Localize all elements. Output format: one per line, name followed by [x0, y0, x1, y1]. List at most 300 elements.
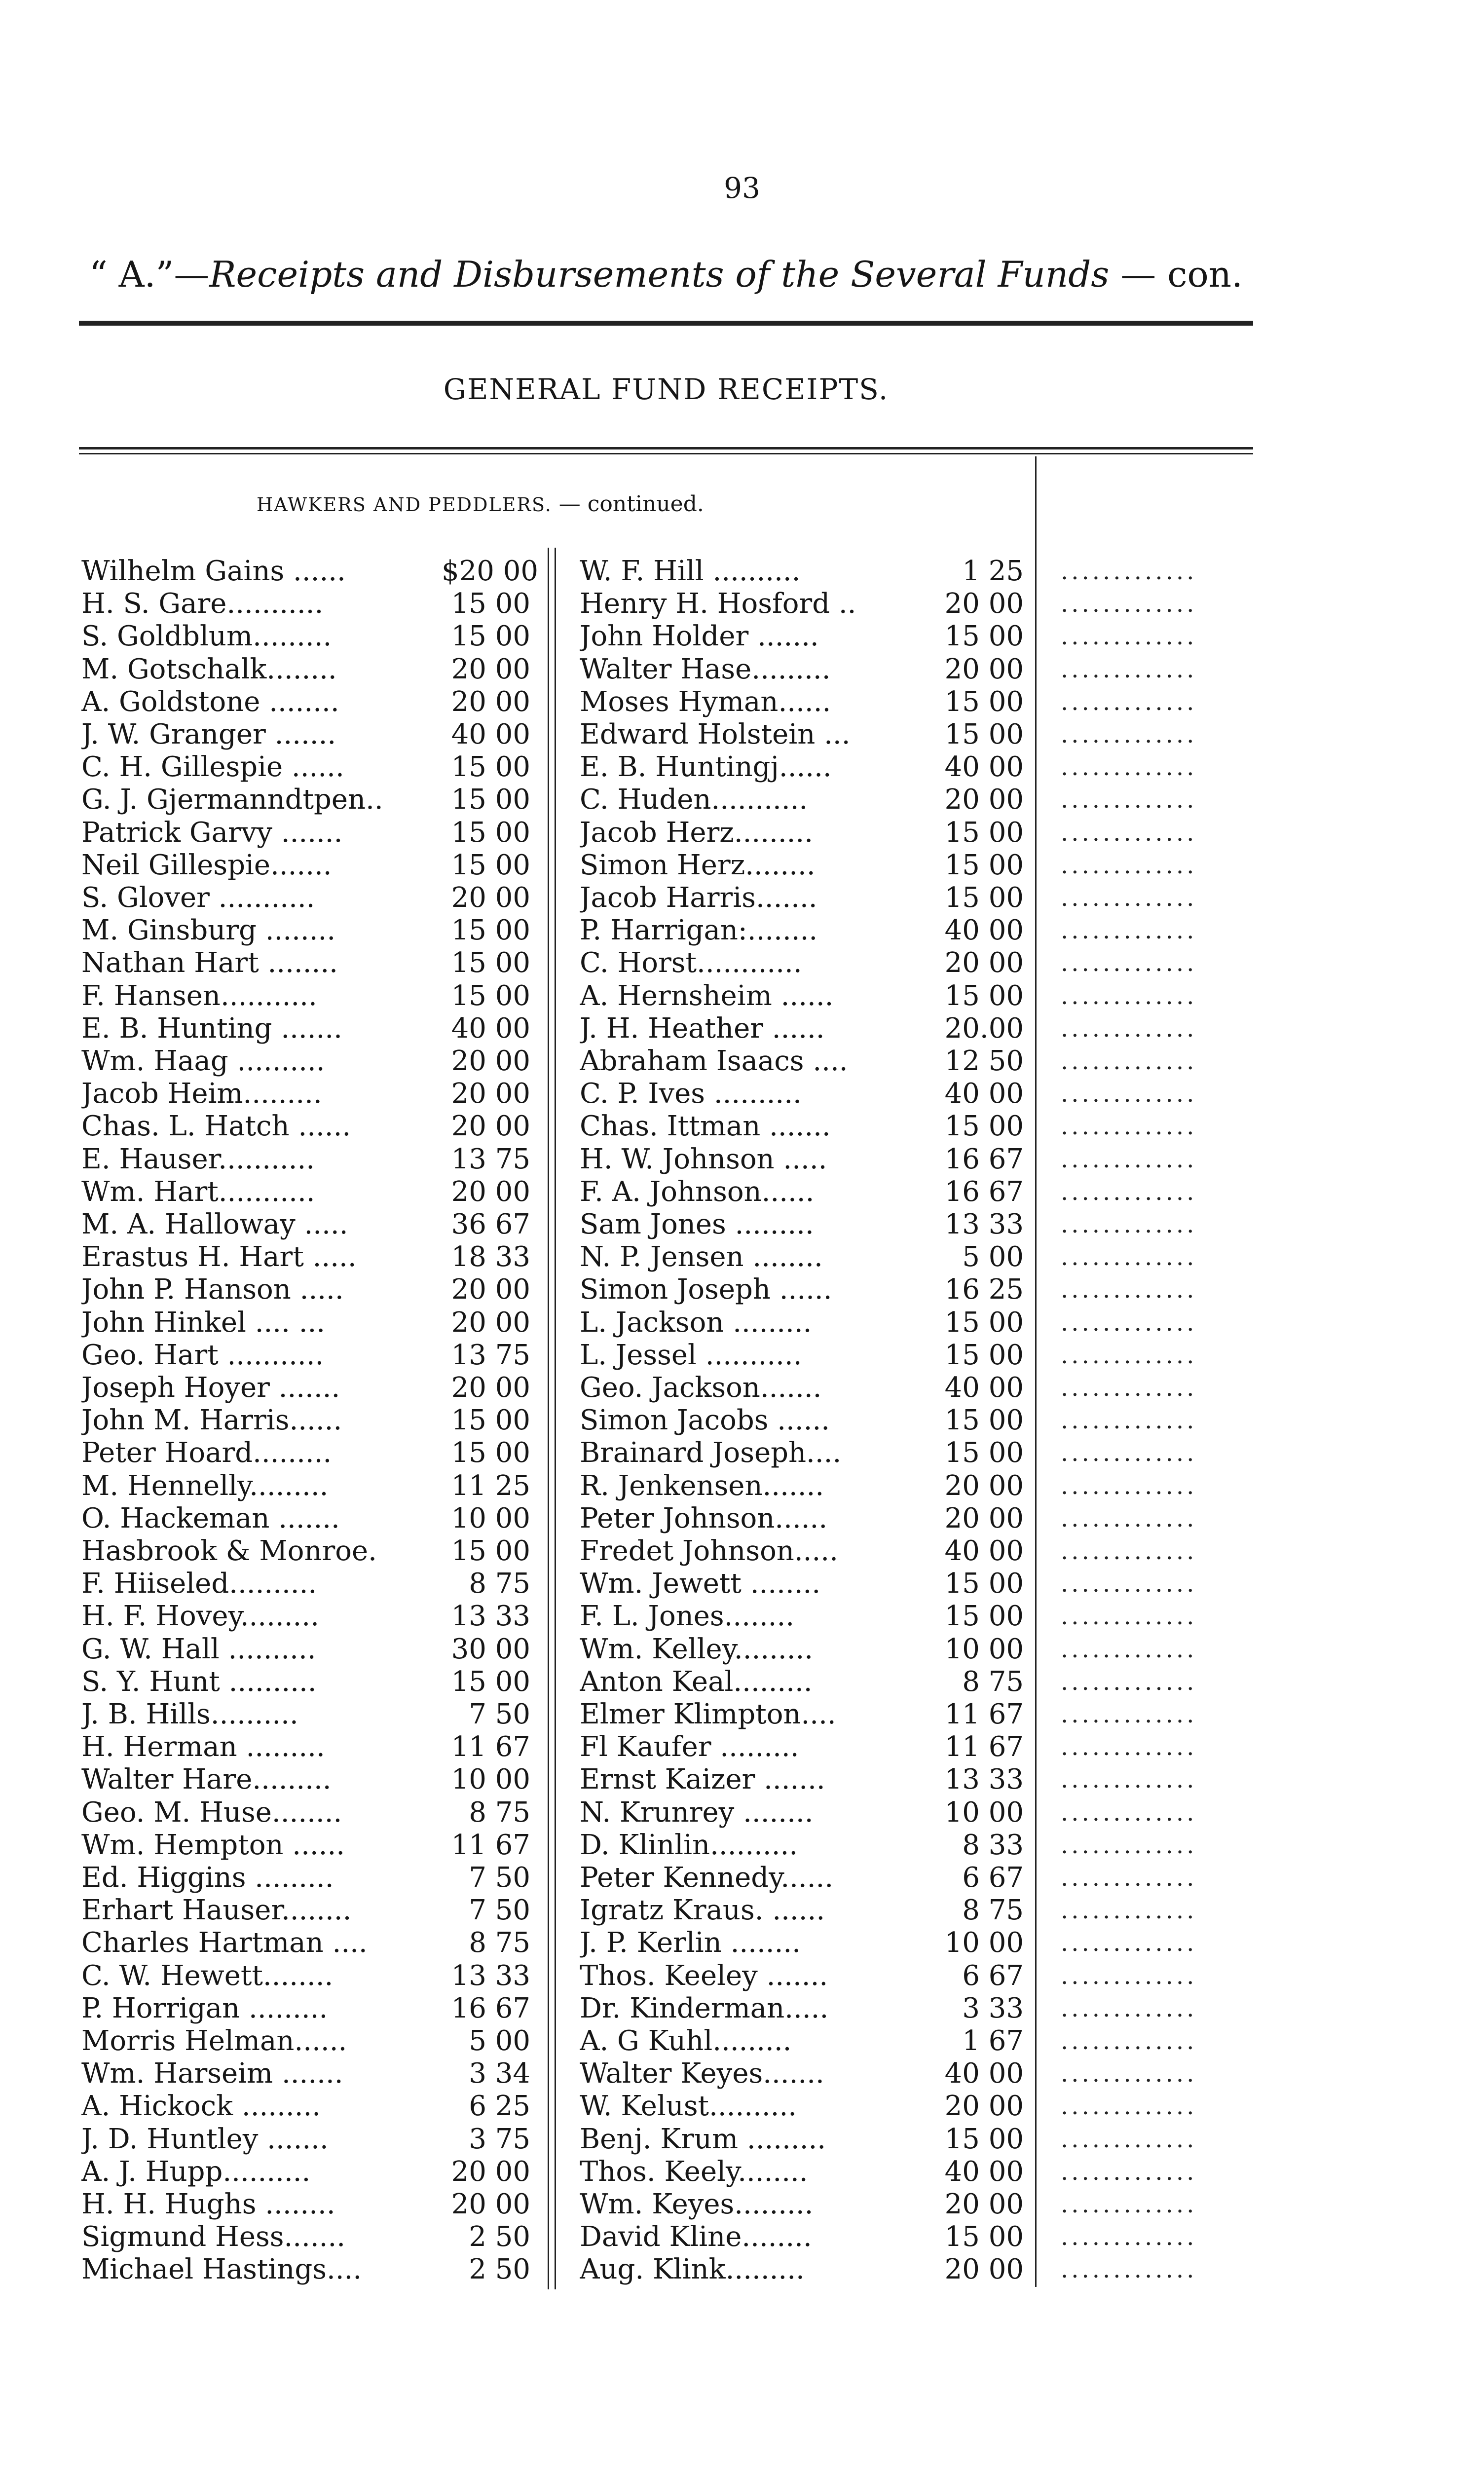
dot-leader: .............: [1061, 1701, 1197, 1728]
table-row: [580, 1829, 1029, 1862]
table-row: [580, 2253, 1029, 2286]
payer-name: Geo. M. Huse........: [81, 1796, 342, 1829]
payer-name: Neil Gillespie.......: [81, 849, 332, 881]
column-divider-left-b: [555, 548, 556, 2289]
table-row: [81, 947, 535, 979]
payment-amount: 40 00: [944, 914, 1024, 946]
payment-amount: 13 75: [451, 1339, 530, 1371]
dot-leader: .............: [1061, 1766, 1197, 1794]
payer-name: H. Herman .........: [81, 1731, 325, 1763]
payer-name: David Kline........: [580, 2221, 812, 2253]
payment-amount: 13 33: [451, 1960, 530, 1992]
table-row: [580, 1110, 1029, 1143]
dot-leader: .............: [1061, 1929, 1197, 1957]
payer-name: Jacob Herz.........: [580, 817, 814, 849]
table-row: [81, 2156, 535, 2188]
table-row: [580, 653, 1029, 686]
payer-name: Fredet Johnson.....: [580, 1535, 838, 1567]
payer-name: Wm. Hempton ......: [81, 1829, 345, 1861]
dot-leader: .............: [1061, 1309, 1197, 1337]
payer-name: Fl Kaufer .........: [580, 1731, 799, 1763]
payment-amount: 11 25: [451, 1470, 530, 1502]
table-row: [580, 1763, 1029, 1796]
payer-name: S. Glover ...........: [81, 882, 315, 914]
subheading-continued: — continued.: [552, 491, 704, 517]
payment-amount: 15 00: [944, 1437, 1024, 1469]
table-row: [81, 2090, 535, 2123]
heading-suffix: — con.: [1109, 254, 1243, 295]
table-row: [580, 2025, 1029, 2057]
payment-amount: 20 00: [944, 2188, 1024, 2220]
payer-name: N. Krunrey ........: [580, 1796, 814, 1829]
table-row: [81, 1763, 535, 1796]
table-row: [81, 1404, 535, 1437]
table-row: [580, 555, 1029, 588]
payer-name: Ed. Higgins .........: [81, 1862, 334, 1894]
dot-leader: .............: [1061, 1015, 1197, 1043]
payer-name: L. Jessel ...........: [580, 1339, 802, 1371]
table-row: [580, 947, 1029, 979]
table-row: [81, 784, 535, 816]
table-row: [580, 1208, 1029, 1241]
heading-rule: [79, 321, 1253, 326]
dot-leader: .............: [1061, 2060, 1197, 2088]
subheading: [257, 493, 704, 515]
table-row: [580, 2057, 1029, 2090]
payment-amount: 20 00: [451, 882, 530, 914]
table-row: [580, 1307, 1029, 1339]
payer-name: Erhart Hauser........: [81, 1894, 352, 1926]
column-divider-right: [1035, 456, 1037, 2287]
payment-amount: 20 00: [451, 1307, 530, 1339]
payment-amount: 15 00: [944, 849, 1024, 881]
table-row: [580, 1078, 1029, 1110]
table-row: [81, 1666, 535, 1698]
dot-leader: .............: [1061, 1146, 1197, 1173]
table-row: [81, 555, 538, 588]
payer-name: Jacob Heim.........: [81, 1078, 322, 1110]
dot-leader: .............: [1061, 917, 1197, 944]
payer-name: Jacob Harris.......: [580, 882, 817, 914]
payer-name: C. W. Hewett........: [81, 1960, 334, 1992]
table-row: [580, 1894, 1029, 1927]
table-row: [81, 1110, 535, 1143]
payer-name: Chas. L. Hatch ......: [81, 1110, 351, 1142]
dot-leader: .............: [1061, 590, 1197, 618]
payer-name: Chas. Ittman .......: [580, 1110, 831, 1142]
table-row: [81, 1568, 535, 1600]
table-row: [580, 1666, 1029, 1698]
table-row: [81, 1992, 535, 2025]
dot-leader: .............: [1061, 2223, 1197, 2251]
payment-amount: 3 34: [469, 2057, 530, 2090]
payer-name: R. Jenkensen.......: [580, 1470, 824, 1502]
dot-leader: .............: [1061, 1537, 1197, 1565]
payer-name: G. W. Hall ..........: [81, 1633, 316, 1665]
dot-leader: .............: [1061, 786, 1197, 814]
payment-amount: 8 75: [469, 1927, 530, 1959]
dot-leader: .............: [1061, 1243, 1197, 1271]
dot-leader: .............: [1061, 982, 1197, 1010]
table-row: [580, 849, 1029, 882]
table-row: [81, 2025, 535, 2057]
table-row: [81, 1894, 535, 1927]
payment-amount: 15 00: [944, 1600, 1024, 1632]
payment-amount: 2 50: [469, 2221, 530, 2253]
dot-leader: .............: [1061, 1636, 1197, 1663]
payment-amount: 3 33: [962, 1992, 1024, 2024]
dot-leader: .............: [1061, 1047, 1197, 1075]
payer-name: C. Horst............: [580, 947, 802, 979]
payer-name: Peter Hoard.........: [81, 1437, 332, 1469]
table-row: [580, 1862, 1029, 1894]
payer-name: P. Harrigan:........: [580, 914, 818, 946]
payer-name: L. Jackson .........: [580, 1307, 812, 1339]
payment-amount: 20 00: [944, 784, 1024, 816]
table-row: [81, 1339, 535, 1372]
table-row: [81, 1731, 535, 1763]
payment-amount: 13 75: [451, 1143, 530, 1175]
payer-name: Walter Hase.........: [580, 653, 831, 685]
table-row: [580, 1339, 1029, 1372]
payer-name: H. H. Hughs ........: [81, 2188, 335, 2220]
payment-amount: 15 00: [944, 1404, 1024, 1436]
payment-amount: 3 75: [469, 2123, 530, 2155]
section-rule-top: [79, 447, 1253, 449]
table-row: [81, 1176, 535, 1208]
table-row: [81, 686, 535, 718]
dot-leader: .............: [1061, 884, 1197, 912]
table-row: [580, 1633, 1029, 1666]
dot-leader: .............: [1061, 1668, 1197, 1696]
payer-name: Edward Holstein ...: [580, 718, 851, 750]
payment-amount: 7 50: [469, 1862, 530, 1894]
payer-name: C. H. Gillespie ......: [81, 751, 344, 783]
payment-amount: 15 00: [451, 1535, 530, 1567]
dot-leader: .............: [1061, 1570, 1197, 1598]
table-row: [81, 1960, 535, 1992]
table-row: [580, 1273, 1029, 1306]
payment-amount: 15 00: [944, 882, 1024, 914]
table-row: [580, 1437, 1029, 1469]
payer-name: John M. Harris......: [81, 1404, 342, 1436]
payment-amount: 20 00: [451, 1045, 530, 1077]
table-row: [81, 1143, 535, 1176]
payment-amount: 15 00: [451, 817, 530, 849]
payer-name: F. Hansen...........: [81, 980, 317, 1012]
payment-amount: 11 67: [944, 1731, 1024, 1763]
payment-amount: 10 00: [451, 1763, 530, 1795]
payment-amount: 40 00: [944, 1372, 1024, 1404]
payer-name: Walter Keyes.......: [580, 2057, 824, 2090]
table-row: [81, 1535, 535, 1568]
payment-amount: 15 00: [944, 1339, 1024, 1371]
payer-name: Ernst Kaizer .......: [580, 1763, 825, 1795]
dot-leader: .............: [1061, 1342, 1197, 1369]
table-row: [81, 1208, 535, 1241]
payment-amount: 6 67: [962, 1960, 1024, 1992]
payment-amount: 15 00: [944, 817, 1024, 849]
payer-name: M. Ginsburg ........: [81, 914, 336, 946]
payer-name: A. Hernsheim ......: [580, 980, 834, 1012]
payer-name: Geo. Hart ...........: [81, 1339, 324, 1371]
payment-amount: 15 00: [944, 2221, 1024, 2253]
payment-amount: 40 00: [944, 2156, 1024, 2188]
payment-amount: 20.00: [944, 1012, 1024, 1045]
table-row: [580, 882, 1029, 914]
payment-amount: 15 00: [451, 849, 530, 881]
payer-name: Simon Joseph ......: [580, 1273, 832, 1306]
payer-name: Joseph Hoyer .......: [81, 1372, 340, 1404]
payment-amount: 1 67: [962, 2025, 1024, 2057]
dot-leader: .............: [1061, 1439, 1197, 1467]
heading-prefix: “ A.”—: [89, 254, 210, 295]
dot-leader: .............: [1061, 2158, 1197, 2186]
table-row: [81, 1437, 535, 1469]
payment-amount: 20 00: [944, 947, 1024, 979]
payer-name: N. P. Jensen ........: [580, 1241, 823, 1273]
table-row: [81, 882, 535, 914]
subheading-category: HAWKERS AND PEDDLERS.: [257, 494, 552, 516]
table-row: [81, 817, 535, 849]
table-row: [81, 751, 535, 784]
payment-amount: 40 00: [944, 1535, 1024, 1567]
payer-name: A. J. Hupp..........: [81, 2156, 311, 2188]
payment-amount: 40 00: [451, 1012, 530, 1045]
payment-amount: 20 00: [944, 1502, 1024, 1534]
payment-amount: 15 00: [944, 718, 1024, 750]
payer-name: Nathan Hart ........: [81, 947, 338, 979]
payment-amount: 10 00: [451, 1502, 530, 1534]
table-row: [81, 718, 535, 751]
payer-name: Hasbrook & Monroe.: [81, 1535, 377, 1567]
payment-amount: 7 50: [469, 1698, 530, 1730]
payment-amount: 40 00: [944, 2057, 1024, 2090]
payment-amount: 40 00: [944, 751, 1024, 783]
payment-amount: 8 75: [962, 1894, 1024, 1926]
payer-name: Wm. Harseim .......: [81, 2057, 343, 2090]
payment-amount: 15 00: [451, 980, 530, 1012]
payer-name: A. G Kuhl.........: [580, 2025, 792, 2057]
table-row: [81, 1372, 535, 1404]
payer-name: C. P. Ives ..........: [580, 1078, 802, 1110]
table-row: [81, 914, 535, 947]
payment-amount: 18 33: [451, 1241, 530, 1273]
payment-amount: 20 00: [451, 1110, 530, 1142]
payer-name: Henry H. Hosford ..: [580, 588, 856, 620]
table-row: [81, 1502, 535, 1535]
payment-amount: 8 75: [962, 1666, 1024, 1698]
payer-name: F. A. Johnson......: [580, 1176, 815, 1208]
payer-name: P. Horrigan .........: [81, 1992, 328, 2024]
payment-amount: 20 00: [944, 2253, 1024, 2285]
payment-amount: 40 00: [451, 718, 530, 750]
payer-name: Peter Johnson......: [580, 1502, 828, 1534]
table-row: [580, 1502, 1029, 1535]
payment-amount: 15 00: [944, 620, 1024, 652]
payment-amount: 16 67: [944, 1143, 1024, 1175]
table-row: [580, 1176, 1029, 1208]
table-row: [81, 1307, 535, 1339]
dot-leader: .............: [1061, 1603, 1197, 1630]
table-row: [580, 2188, 1029, 2221]
payer-name: Thos. Keeley .......: [580, 1960, 828, 1992]
payer-name: M. Hennelly.........: [81, 1470, 329, 1502]
payment-amount: 6 67: [962, 1862, 1024, 1894]
table-row: [81, 1862, 535, 1894]
payer-name: F. L. Jones........: [580, 1600, 795, 1632]
table-row: [81, 1241, 535, 1273]
table-row: [81, 1796, 535, 1829]
dot-leader: .............: [1061, 2093, 1197, 2120]
payer-name: Dr. Kinderman.....: [580, 1992, 829, 2024]
dot-leader: .............: [1061, 1962, 1197, 1990]
table-row: [580, 1600, 1029, 1633]
table-row: [580, 1731, 1029, 1763]
table-row: [580, 784, 1029, 816]
payment-amount: 15 00: [451, 1666, 530, 1698]
payment-amount: 15 00: [944, 2123, 1024, 2155]
table-row: [580, 1960, 1029, 1992]
payer-name: Michael Hastings....: [81, 2253, 362, 2285]
table-row: [81, 2253, 535, 2286]
dot-leader: .............: [1061, 2191, 1197, 2218]
payer-name: Charles Hartman ....: [81, 1927, 368, 1959]
payment-amount: 30 00: [451, 1633, 530, 1665]
payment-amount: 40 00: [944, 1078, 1024, 1110]
payer-name: H. W. Johnson .....: [580, 1143, 827, 1175]
payer-name: E. Hauser...........: [81, 1143, 315, 1175]
page-number: 93: [724, 171, 760, 205]
table-row: [580, 1698, 1029, 1731]
payment-amount: 20 00: [944, 588, 1024, 620]
payer-name: Abraham Isaacs ....: [580, 1045, 848, 1077]
dot-leader: .............: [1061, 623, 1197, 650]
payer-name: S. Y. Hunt ..........: [81, 1666, 317, 1698]
payer-name: W. Kelust..........: [580, 2090, 797, 2122]
payment-amount: 16 67: [451, 1992, 530, 2024]
table-row: [81, 1045, 535, 1078]
payment-amount: 11 67: [451, 1829, 530, 1861]
payment-amount: 20 00: [451, 2156, 530, 2188]
payer-name: John Holder .......: [580, 620, 819, 652]
payment-amount: 15 00: [944, 1307, 1024, 1339]
table-row: [580, 914, 1029, 947]
payer-name: Wm. Keyes.........: [580, 2188, 814, 2220]
payer-name: Wilhelm Gains ......: [81, 555, 346, 587]
payer-name: Simon Jacobs ......: [580, 1404, 830, 1436]
payment-amount: 1 25: [962, 555, 1024, 587]
payment-amount: 13 33: [944, 1763, 1024, 1795]
payer-name: A. Hickock .........: [81, 2090, 321, 2122]
payer-name: Moses Hyman......: [580, 686, 831, 718]
dot-leader: .............: [1061, 852, 1197, 879]
dot-leader: .............: [1061, 1276, 1197, 1304]
table-row: [580, 2123, 1029, 2156]
payment-amount: 10 00: [944, 1927, 1024, 1959]
payment-amount: 16 67: [944, 1176, 1024, 1208]
payment-amount: 20 00: [451, 653, 530, 685]
column-divider-left-a: [548, 548, 549, 2289]
dot-leader: .............: [1061, 1864, 1197, 1892]
payer-name: Benj. Krum .........: [580, 2123, 826, 2155]
table-row: [81, 1829, 535, 1862]
table-row: [580, 817, 1029, 849]
table-row: [580, 980, 1029, 1012]
payer-name: O. Hackeman .......: [81, 1502, 340, 1534]
dot-leader: .............: [1061, 1799, 1197, 1827]
table-row: [81, 1698, 535, 1731]
payment-amount: 8 75: [469, 1568, 530, 1600]
payment-amount: 20 00: [451, 1372, 530, 1404]
payer-name: J. H. Heather ......: [580, 1012, 825, 1045]
payer-name: Wm. Hart...........: [81, 1176, 315, 1208]
payer-name: Aug. Klink.........: [580, 2253, 805, 2285]
table-row: [580, 1143, 1029, 1176]
table-row: [580, 718, 1029, 751]
payment-amount: 20 00: [944, 1470, 1024, 1502]
payer-name: John Hinkel .... ...: [81, 1307, 326, 1339]
payment-amount: 8 33: [962, 1829, 1024, 1861]
payment-amount: 15 00: [451, 1404, 530, 1436]
payment-amount: 20 00: [944, 653, 1024, 685]
payment-amount: 7 50: [469, 1894, 530, 1926]
payer-name: S. Goldblum.........: [81, 620, 332, 652]
table-row: [81, 1273, 535, 1306]
payer-name: H. F. Hovey.........: [81, 1600, 319, 1632]
payer-name: J. W. Granger .......: [81, 718, 336, 750]
dot-leader: .............: [1061, 753, 1197, 781]
table-row: [81, 2221, 535, 2253]
payment-amount: 8 75: [469, 1796, 530, 1829]
table-row: [580, 1012, 1029, 1045]
dot-leader: .............: [1061, 949, 1197, 977]
payer-name: E. B. Huntingj......: [580, 751, 832, 783]
dot-leader: .............: [1061, 1995, 1197, 2022]
table-row: [580, 1045, 1029, 1078]
payer-name: Wm. Jewett ........: [580, 1568, 821, 1600]
payment-amount: 15 00: [451, 914, 530, 946]
table-row: [81, 653, 535, 686]
payer-name: Sam Jones .........: [580, 1208, 814, 1240]
dot-leader: .............: [1061, 1897, 1197, 1924]
payment-amount: 11 67: [451, 1731, 530, 1763]
payer-name: Anton Keal.........: [580, 1666, 813, 1698]
payer-name: Patrick Garvy .......: [81, 817, 343, 849]
payer-name: Elmer Klimpton....: [580, 1698, 836, 1730]
dot-leader: .............: [1061, 721, 1197, 748]
payer-name: Brainard Joseph....: [580, 1437, 842, 1469]
heading-title: Receipts and Disbursements of the Several Funds: [209, 254, 1110, 295]
dot-leader: .............: [1061, 1472, 1197, 1500]
dot-leader: .............: [1061, 1211, 1197, 1238]
dot-leader: .............: [1061, 688, 1197, 716]
table-row: [81, 849, 535, 882]
table-row: [81, 2123, 535, 2156]
payer-name: E. B. Hunting .......: [81, 1012, 342, 1045]
payer-name: J. P. Kerlin ........: [580, 1927, 801, 1959]
payer-name: Erastus H. Hart .....: [81, 1241, 357, 1273]
table-row: [81, 1012, 535, 1045]
dot-leader: .............: [1061, 2256, 1197, 2283]
payment-amount: 20 00: [451, 1078, 530, 1110]
payer-name: Wm. Kelley.........: [580, 1633, 814, 1665]
payer-name: Sigmund Hess.......: [81, 2221, 346, 2253]
payment-amount: 16 25: [944, 1273, 1024, 1306]
payment-amount: 2 50: [469, 2253, 530, 2285]
dot-leader: .............: [1061, 1832, 1197, 1859]
payment-amount: 13 33: [451, 1600, 530, 1632]
